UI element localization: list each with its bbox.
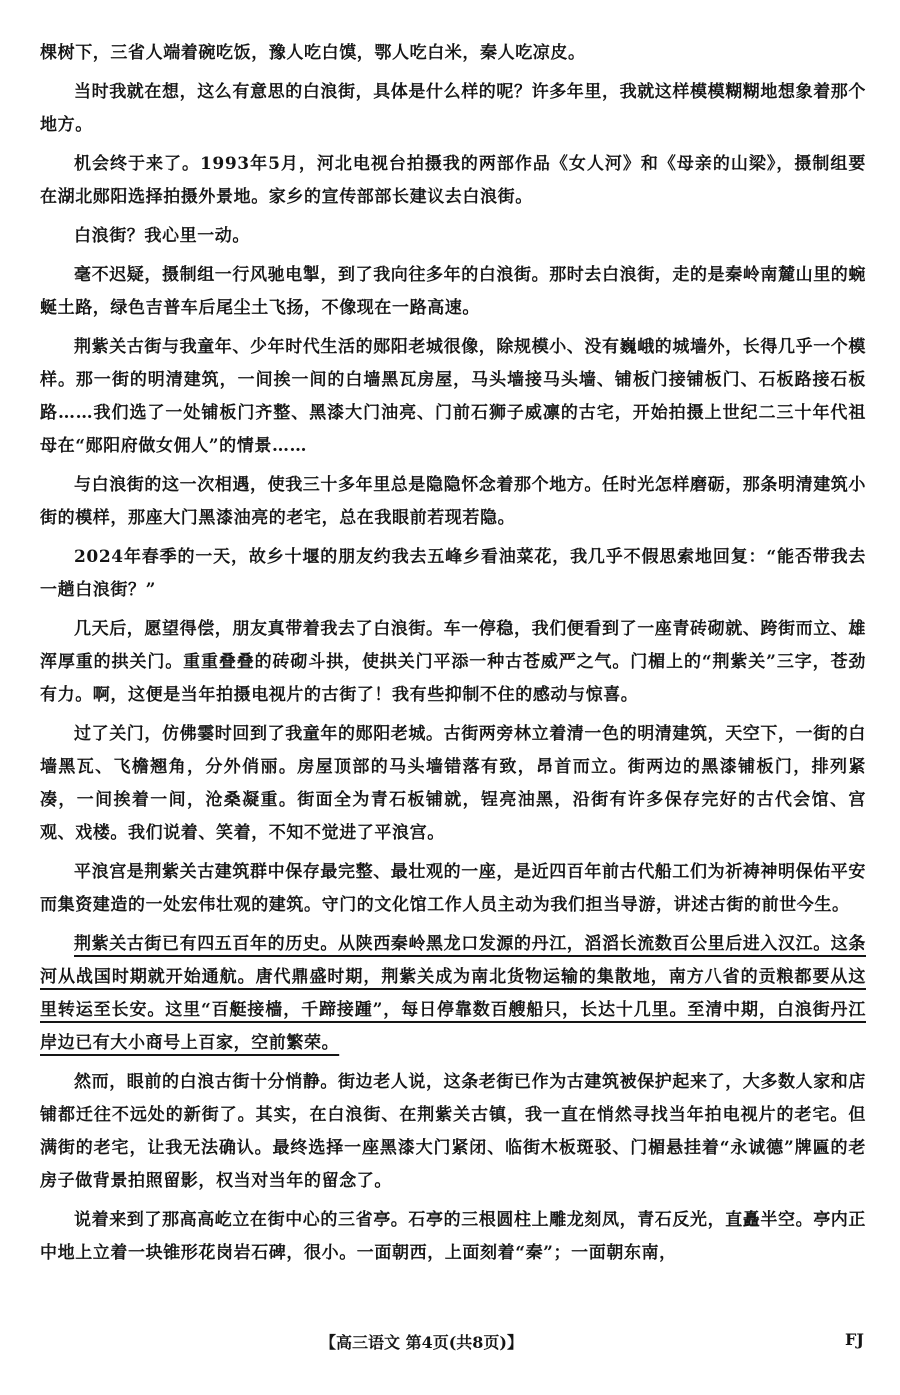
paragraph-text: 棵树下，三省人端着碗吃饭，豫人吃白馍，鄂人吃白米，秦人吃凉皮。 [40, 43, 586, 63]
paragraph [40, 541, 866, 607]
paragraph [40, 220, 866, 253]
region-code: FJ [845, 1330, 864, 1349]
paragraph-text: 荆紫关古街与我童年、少年时代生活的郧阳老城很像，除规模小、没有巍峨的城墙外，长得几乎一个模样。那一街的明清建筑，一间挨一间的白墙黑瓦房屋，马头墙接马头墙、铺板门接铺板门、石板路接石板路……我们选了一处铺板门齐整、黑漆大门油亮、门前石狮子威凛的古宅，开始拍摄上世纪二三十年代祖母在“郧阳府做女佣人”的情景…… [40, 337, 866, 456]
paragraph-text: 然而，眼前的白浪古街十分悄静。街边老人说，这条老街已作为古建筑被保护起来了，大多数人家和店铺都迁往不远处的新街了。其实，在白浪街、在荆紫关古镇，我一直在悄然寻找当年拍电视片的老宅。但满街的老宅，让我无法确认。最终选择一座黑漆大门紧闭、临街木板斑驳、门楣悬挂着“永诚德”牌匾的老房子做背景拍照留影，权当对当年的留念了。 [40, 1072, 866, 1191]
page-number-label: 【高三语文 第4页(共8页)】 [320, 1333, 523, 1352]
paragraph [40, 718, 866, 850]
paragraph [40, 613, 866, 712]
paragraph-text: 荆紫关古街已有四五百年的历史。从陕西秦岭黑龙口发源的丹江，滔滔长流数百公里后进入汉江。这条河从战国时期就开始通航。唐代鼎盛时期，荆紫关成为南北货物运输的集散地，南方八省的贡粮都要从这里转运至长安。这里“百艇接樯，千蹄接踵”，每日停靠数百艘船只，长达十几里。至清中期，白浪街丹江岸边已有大小商号上百家，空前繁荣。 [40, 934, 866, 1053]
paragraph-text: 白浪街？我心里一动。 [74, 226, 250, 246]
paragraph-text: 当时我就在想，这么有意思的白浪街，具体是什么样的呢？许多年里，我就这样模模糊糊地想象着那个地方。 [40, 82, 866, 135]
paragraph [40, 469, 866, 535]
paragraph-text: 平浪宫是荆紫关古建筑群中保存最完整、最壮观的一座，是近四百年前古代船工们为祈祷神明保佑平安而集资建造的一处宏伟壮观的建筑。守门的文化馆工作人员主动为我们担当导游，讲述古街的前世今生。 [40, 862, 866, 915]
underlined-paragraph [40, 928, 866, 1060]
paragraph-text: 几天后，愿望得偿，朋友真带着我去了白浪街。车一停稳，我们便看到了一座青砖砌就、跨街而立、雄浑厚重的拱关门。重重叠叠的砖砌斗拱，使拱关门平添一种古苍威严之气。门楣上的“荆紫关”三字，苍劲有力。啊，这便是当年拍摄电视片的古街了！我有些抑制不住的感动与惊喜。 [40, 619, 866, 705]
paragraph [40, 259, 866, 325]
paragraph [40, 1066, 866, 1198]
paragraph [40, 331, 866, 463]
paragraph [40, 37, 866, 70]
paragraph-text: 毫不迟疑，摄制组一行风驰电掣，到了我向往多年的白浪街。那时去白浪街，走的是秦岭南麓山里的蜿蜒土路，绿色吉普车后尾尘土飞扬，不像现在一路高速。 [40, 265, 866, 318]
paragraph-text: 过了关门，仿佛霎时回到了我童年的郧阳老城。古街两旁林立着清一色的明清建筑，天空下，一街的白墙黑瓦、飞檐翘角，分外俏丽。房屋顶部的马头墙错落有致，昂首而立。街两边的黑漆铺板门，排列紧凑，一间挨着一间，沧桑凝重。街面全为青石板铺就，锃亮油黑，沿街有许多保存完好的古代会馆、宫观、戏楼。我们说着、笑着，不知不觉进了平浪宫。 [40, 724, 866, 843]
paragraph-text: 说着来到了那高高屹立在街中心的三省亭。石亭的三根圆柱上雕龙刻凤，青石反光，直矗半空。亭内正中地上立着一块锥形花岗岩石碑，很小。一面朝西，上面刻着“秦”；一面朝东南， [40, 1210, 866, 1263]
page-footer [0, 1330, 900, 1360]
paragraph-text: 机会终于来了。1993年5月，河北电视台拍摄我的两部作品《女人河》和《母亲的山梁》，摄制组要在湖北郧阳选择拍摄外景地。家乡的宣传部部长建议去白浪街。 [40, 154, 866, 207]
body-text [40, 37, 866, 1276]
paragraph [40, 1204, 866, 1270]
paragraph [40, 856, 866, 922]
paragraph [40, 76, 866, 142]
paragraph [40, 148, 866, 214]
paragraph-text: 2024年春季的一天，故乡十堰的朋友约我去五峰乡看油菜花，我几乎不假思索地回复：“能否带我去一趟白浪街？” [40, 547, 866, 600]
paragraph-text: 与白浪街的这一次相遇，使我三十多年里总是隐隐怀念着那个地方。任时光怎样磨砺，那条明清建筑小街的模样，那座大门黑漆油亮的老宅，总在我眼前若现若隐。 [40, 475, 866, 528]
